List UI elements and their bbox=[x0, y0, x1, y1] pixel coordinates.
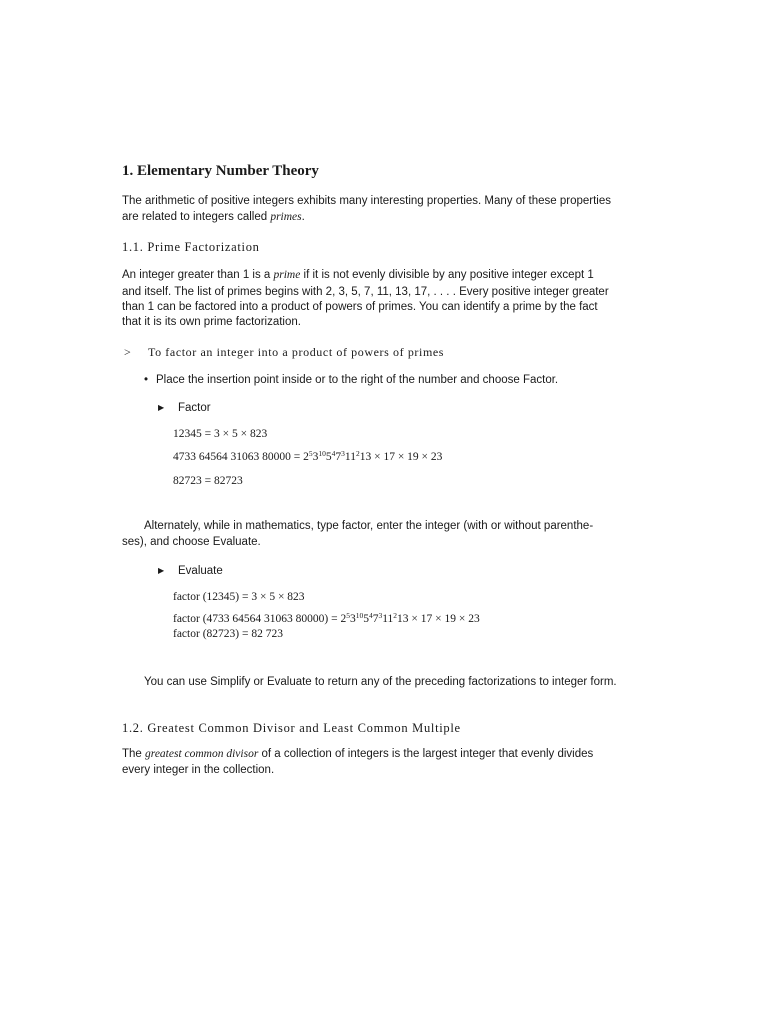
exponent: 10 bbox=[318, 449, 326, 458]
prime-paragraph-line-2: and itself. The list of primes begins with 2, 3, 5, 7, 11, 13, 17, . . . . Every positive integer greater bbox=[122, 286, 609, 298]
base: 11 bbox=[382, 613, 394, 625]
exponent: 10 bbox=[355, 611, 364, 620]
evaluate-result-3: factor (82723) = 82 723 bbox=[173, 628, 283, 640]
intro-line-2 bbox=[122, 208, 305, 226]
prime-text: An integer greater than 1 is a bbox=[122, 269, 274, 281]
primes-emphasis: primes bbox=[270, 211, 302, 223]
exponent: 3 bbox=[341, 449, 345, 458]
exponent: 2 bbox=[355, 449, 360, 458]
prime-emphasis: prime bbox=[273, 269, 301, 281]
gcd-emphasis: greatest common divisor bbox=[145, 748, 259, 760]
play-triangle-icon: ▶ bbox=[158, 403, 165, 412]
prime-paragraph-line-3: than 1 can be factored into a product of powers of primes. You can identify a prime by the fact bbox=[122, 301, 598, 313]
evaluate-result-2-tail: 13 × 17 × 19 × 23 bbox=[397, 613, 480, 625]
intro-text: are related to integers called bbox=[122, 211, 271, 223]
factor-result-2-lhs: 4733 64564 31063 80000 = 2 bbox=[173, 451, 309, 463]
simplify-note: You can use Simplify or Evaluate to return any of the preceding factorizations to integer form. bbox=[144, 676, 617, 688]
intro-period: . bbox=[301, 211, 305, 223]
evaluate-action-label[interactable]: Evaluate bbox=[178, 565, 223, 577]
exponent: 3 bbox=[378, 611, 383, 620]
exponent: 4 bbox=[368, 611, 373, 620]
section-title: Elementary Number Theory bbox=[137, 163, 319, 179]
intro-line-1: The arithmetic of positive integers exhibits many interesting properties. Many of these properties bbox=[122, 195, 611, 207]
procedure-title: To factor an integer into a product of powers of primes bbox=[148, 345, 445, 359]
prime-text-cont: if it is not evenly divisible by any positive integer except 1 bbox=[300, 269, 594, 281]
gcd-paragraph-line-2: every integer in the collection. bbox=[122, 764, 275, 776]
base: 7 bbox=[372, 613, 379, 625]
bullet-instruction: Place the insertion point inside or to the right of the number and choose Factor. bbox=[156, 374, 559, 386]
bullet-marker: • bbox=[144, 374, 149, 386]
base: 5 bbox=[325, 451, 332, 463]
factor-result-2-tail: 13 × 17 × 19 × 23 bbox=[359, 451, 443, 463]
factor-result-1: 12345 = 3 × 5 × 823 bbox=[173, 428, 268, 440]
base: 7 bbox=[335, 451, 342, 463]
procedure-marker: > bbox=[124, 345, 132, 359]
base: 3 bbox=[312, 451, 319, 463]
alternate-paragraph-line-1: Alternately, while in mathematics, type factor, enter the integer (with or without parenthe- bbox=[144, 520, 594, 532]
exponent: 5 bbox=[308, 449, 313, 458]
exponent: 4 bbox=[331, 449, 336, 458]
evaluate-result-1: factor (12345) = 3 × 5 × 823 bbox=[173, 591, 305, 603]
play-triangle-icon: ▶ bbox=[158, 566, 165, 575]
exponent: 2 bbox=[393, 611, 398, 620]
evaluate-result-2 bbox=[173, 613, 480, 625]
factor-action-label[interactable]: Factor bbox=[178, 402, 211, 414]
base: 3 bbox=[349, 613, 356, 625]
alternate-paragraph-line-2: ses), and choose Evaluate. bbox=[122, 536, 261, 548]
subsection-heading-prime-factorization: 1.1. Prime Factorization bbox=[122, 240, 260, 254]
section-heading bbox=[122, 163, 319, 180]
gcd-text-cont: of a collection of integers is the largest integer that evenly divides bbox=[258, 748, 594, 760]
gcd-text: The bbox=[122, 748, 146, 760]
factor-result-2 bbox=[173, 451, 442, 463]
base: 5 bbox=[363, 613, 369, 625]
factor-result-3: 82723 = 82723 bbox=[173, 475, 243, 487]
section-number: 1. bbox=[122, 163, 134, 179]
prime-paragraph-line-4: that it is its own prime factorization. bbox=[122, 316, 301, 328]
evaluate-result-2-lhs: factor (4733 64564 31063 80000) = 2 bbox=[173, 613, 347, 625]
subsection-heading-gcd-lcm: 1.2. Greatest Common Divisor and Least Common Multiple bbox=[122, 721, 461, 735]
base: 11 bbox=[344, 451, 356, 463]
exponent: 5 bbox=[346, 611, 350, 620]
prime-paragraph-line-1 bbox=[122, 266, 594, 284]
